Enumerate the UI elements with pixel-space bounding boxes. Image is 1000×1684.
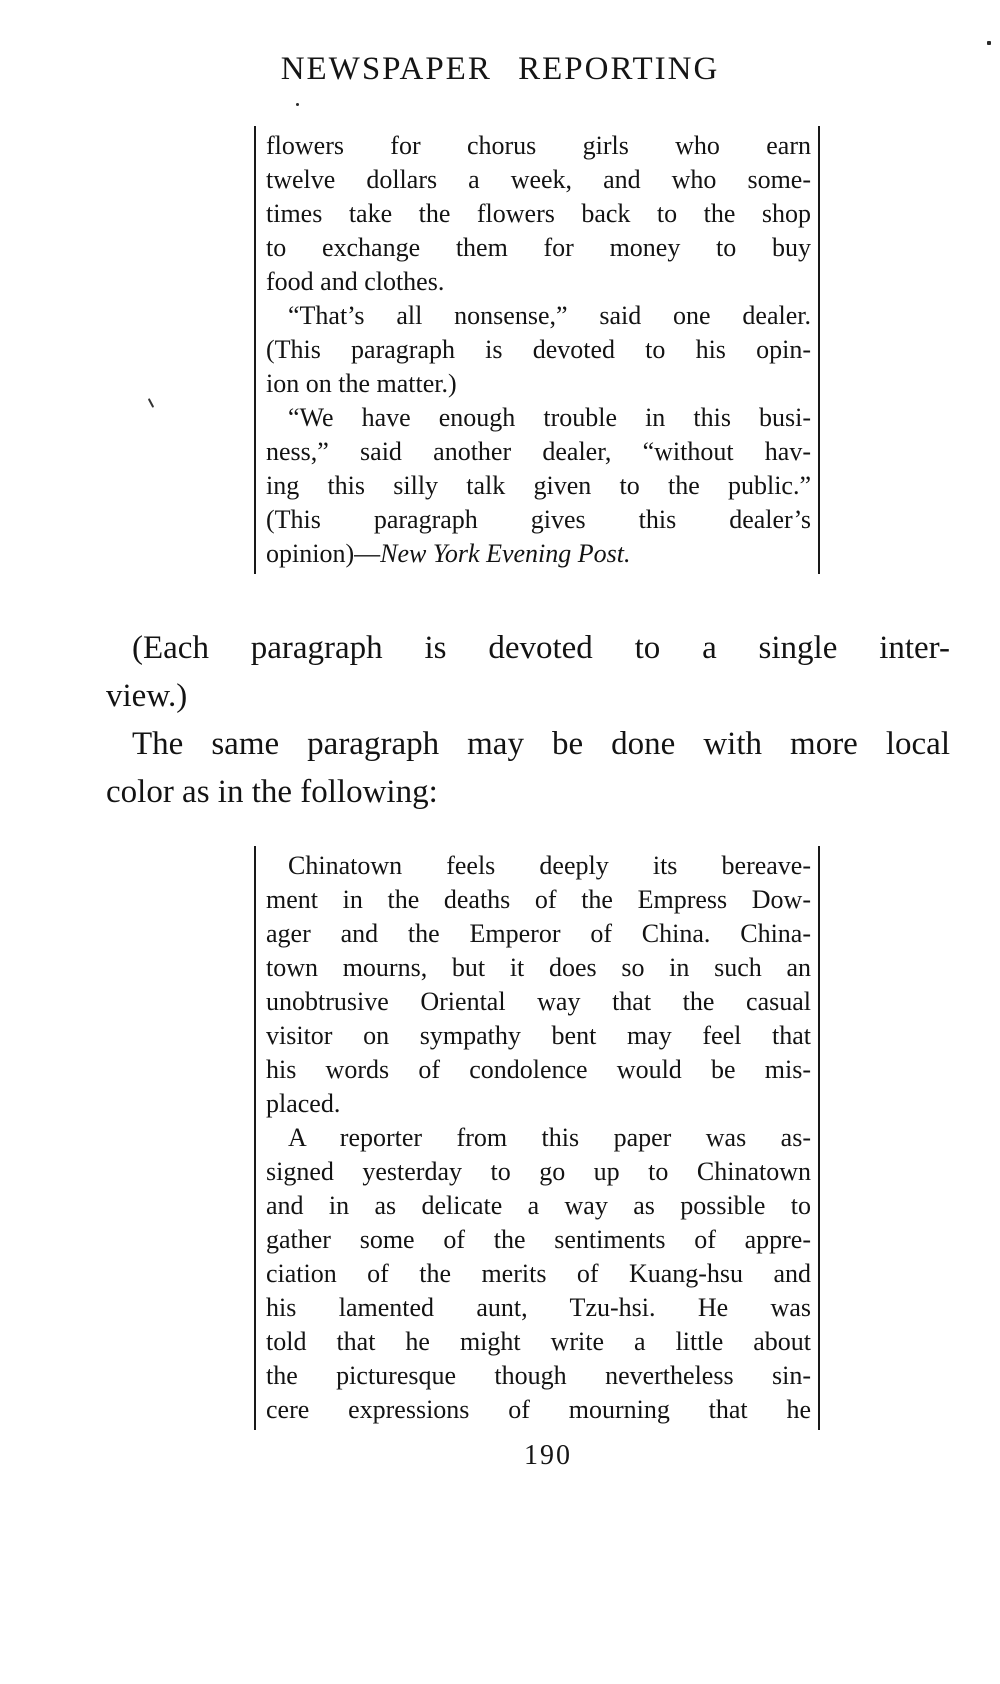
quote-line: his lamented aunt, Tzu-hsi. He was — [266, 1293, 811, 1322]
quote-line: flowers for chorus girls who earn — [266, 131, 811, 160]
quote-line: town mourns, but it does so in such an — [266, 953, 811, 982]
quote-line: (This paragraph is devoted to his opin- — [266, 335, 811, 364]
scan-speck — [987, 41, 991, 45]
quote-line: A reporter from this paper was as- — [288, 1123, 811, 1152]
source-citation: New York Evening Post. — [380, 539, 631, 568]
quote-block-florists — [254, 126, 820, 574]
quote-line: unobtrusive Oriental way that the casual — [266, 987, 811, 1016]
quote-line: told that he might write a little about — [266, 1327, 811, 1356]
quote-line: gather some of the sentiments of appre- — [266, 1225, 811, 1254]
quote-line: ion on the matter.) — [266, 369, 457, 398]
quote-line: twelve dollars a week, and who some- — [266, 165, 811, 194]
attribution-prefix: opinion)— — [266, 539, 381, 568]
scan-speck — [296, 103, 299, 106]
quote-line: ing this silly talk given to the public.” — [266, 471, 811, 500]
body-line: The same paragraph may be done with more local — [132, 726, 950, 762]
quote-line: the picturesque though nevertheless sin- — [266, 1361, 811, 1390]
quote-block-chinatown — [254, 846, 820, 1430]
page-title: NEWSPAPER REPORTING — [280, 51, 720, 87]
quote-line: ment in the deaths of the Empress Dow- — [266, 885, 811, 914]
quote-line: Chinatown feels deeply its bereave- — [288, 851, 811, 880]
quote-line: to exchange them for money to buy — [266, 233, 811, 262]
body-line: color as in the following: — [106, 774, 438, 810]
page-number: 190 — [524, 1440, 572, 1471]
quote-line: ness,” said another dealer, “without hav- — [266, 437, 811, 466]
quote-line: and in as delicate a way as possible to — [266, 1191, 811, 1220]
quote-line: placed. — [266, 1089, 341, 1118]
quote-line: visitor on sympathy bent may feel that — [266, 1021, 811, 1050]
body-text — [106, 624, 950, 816]
quote-line: “That’s all nonsense,” said one dealer. — [288, 301, 811, 330]
quote-line: ager and the Emperor of China. China- — [266, 919, 811, 948]
quote-line: (This paragraph gives this dealer’s — [266, 505, 811, 534]
quote-line: “We have enough trouble in this busi- — [288, 403, 811, 432]
quote-line: cere expressions of mourning that he — [266, 1395, 811, 1424]
quote-line: his words of condolence would be mis- — [266, 1055, 811, 1084]
quote-line: signed yesterday to go up to Chinatown — [266, 1157, 811, 1186]
quote-attribution-line — [266, 537, 811, 571]
body-line: view.) — [106, 678, 188, 714]
quote-line: ciation of the merits of Kuang-hsu and — [266, 1259, 811, 1288]
stray-mark — [148, 398, 154, 408]
quote-line: times take the flowers back to the shop — [266, 199, 811, 228]
quote-line: food and clothes. — [266, 267, 445, 296]
body-line: (Each paragraph is devoted to a single inter- — [132, 630, 950, 666]
